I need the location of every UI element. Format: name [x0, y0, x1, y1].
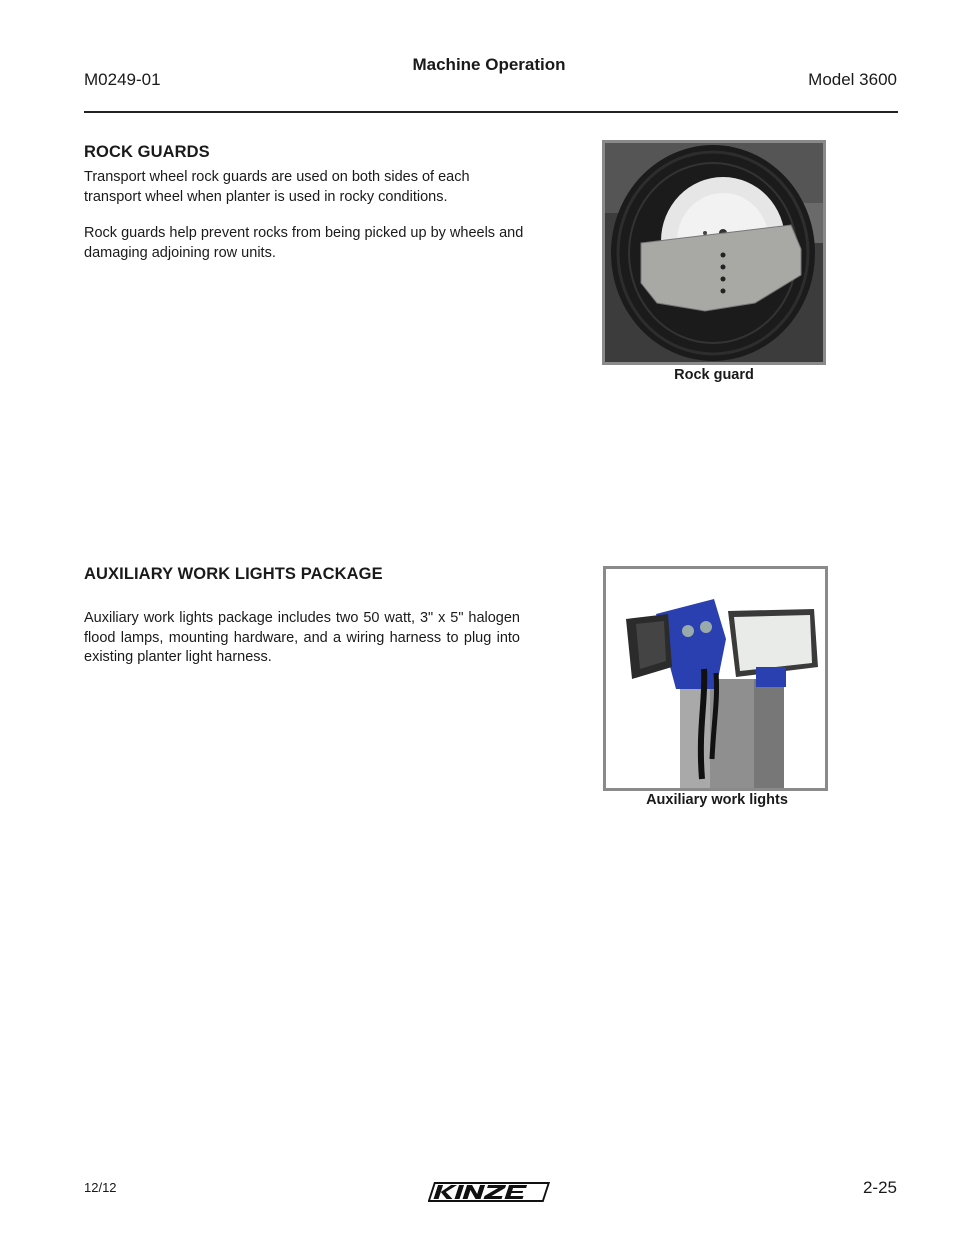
work-lights-caption: Auxiliary work lights	[646, 792, 788, 808]
page-number: 2-25	[862, 1178, 897, 1197]
kinze-logo-mark	[428, 1176, 550, 1206]
section-title-header: Machine Operation	[412, 55, 566, 74]
doc-number: M0249-01	[84, 70, 161, 89]
header-rule	[84, 111, 898, 113]
work-lights-paragraph: Auxiliary work lights package includes two 50 watt, 3" x 5" halogen flood lamps, mounting hardware, and a wiring harness to plug into existing planter light harness.	[84, 610, 520, 665]
work-lights-photo	[603, 566, 828, 791]
rock-guard-caption: Rock guard	[674, 367, 754, 383]
rock-guards-heading: ROCK GUARDS	[84, 143, 210, 161]
footer-date: 12/12	[84, 1180, 117, 1195]
model-name: Model 3600	[808, 70, 897, 89]
rock-guards-paragraph-2: Rock guards help prevent rocks from being picked up by wheels and damaging adjoining row units.	[84, 225, 524, 261]
rock-guards-paragraph-1: Transport wheel rock guards are used on both sides of each transport wheel when planter is used in rocky conditions.	[84, 169, 470, 205]
rock-guard-photo	[602, 140, 826, 365]
work-lights-heading: AUXILIARY WORK LIGHTS PACKAGE	[84, 565, 383, 583]
work-lights-illustration	[606, 569, 825, 788]
kinze-logo	[428, 1176, 550, 1206]
rock-guard-illustration	[605, 143, 823, 362]
